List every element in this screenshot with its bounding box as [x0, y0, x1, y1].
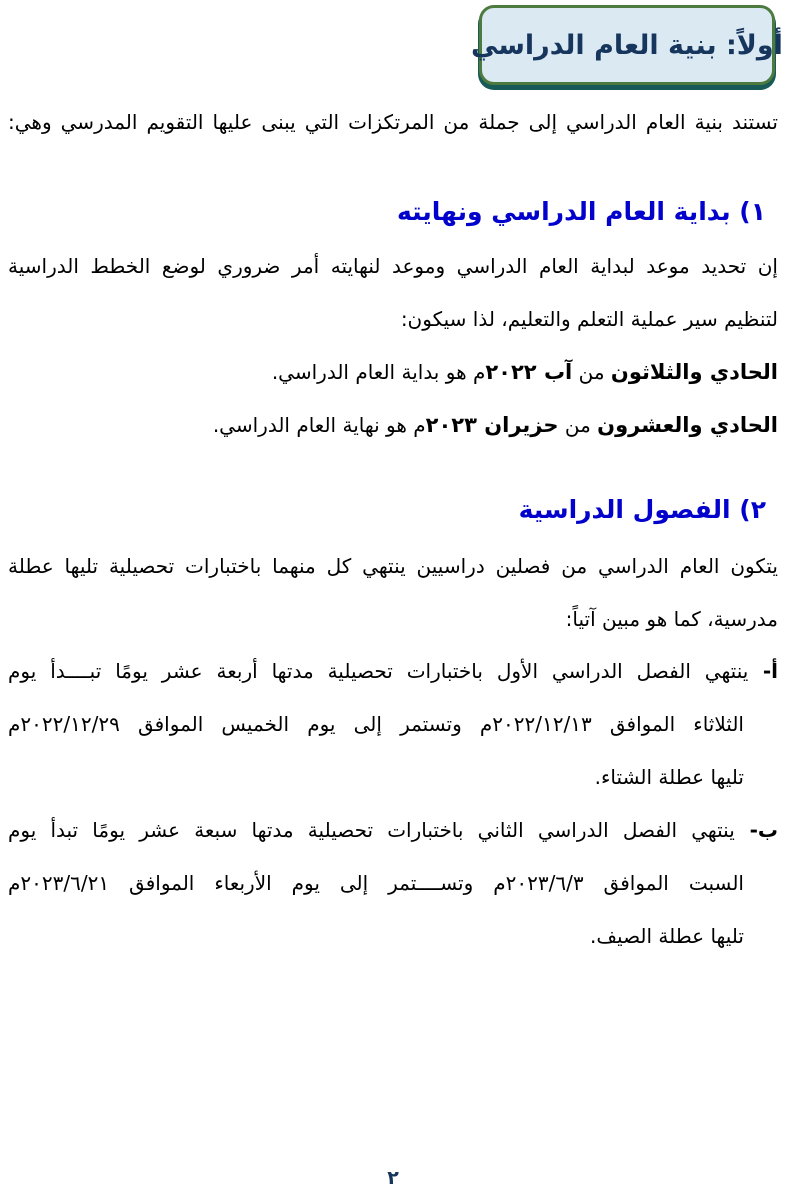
item-a-marker: أ- — [748, 659, 778, 683]
year-start-line — [8, 346, 778, 399]
section1-heading: ١) بداية العام الدراسي ونهايته — [396, 197, 766, 226]
year-end-rest: م هو نهاية العام الدراسي. — [212, 413, 426, 437]
year-start-ordinal: الحادي والثلاثون — [610, 360, 778, 384]
item-b-line1 — [8, 804, 778, 857]
item-b-text1: ينتهي الفصل الدراسي الثاني باختبارات تحصيلية مدتها سبعة عشر يومًا تبدأ يوم — [8, 818, 735, 842]
year-end-ordinal: الحادي والعشرون — [597, 413, 778, 437]
year-dates-block — [8, 346, 778, 452]
section2-paragraph — [8, 540, 778, 646]
item-a-line1 — [8, 645, 778, 698]
year-start-rest: م هو بداية العام الدراسي. — [271, 360, 486, 384]
section1-paragraph-line2: لتنظيم سير عملية التعلم والتعليم، لذا سيكون: — [400, 307, 778, 331]
section2-heading: ٢) الفصول الدراسية — [518, 495, 766, 524]
item-a-line2: الثلاثاء الموافق ٢٠٢٢/١٢/١٣م وتستمر إلى يوم الخميس الموافق ٢٠٢٢/١٢/٢٩م — [8, 712, 744, 736]
page-title: أولاً: بنية العام الدراسي — [471, 29, 783, 61]
item-b-line2: السبت الموافق ٢٠٢٣/٦/٣م وتســــتمر إلى يوم الأربعاء الموافق ٢٠٢٣/٦/٢١م — [8, 871, 744, 895]
year-start-sep: من — [572, 360, 611, 384]
section1-paragraph — [8, 240, 778, 346]
section1-paragraph-line1: إن تحديد موعد لبداية العام الدراسي وموعد لنهايته أمر ضروري لوضع الخطط الدراسية — [8, 254, 778, 278]
page-number: ٢ — [387, 1167, 399, 1189]
item-b-line3: تليها عطلة الصيف. — [589, 924, 744, 948]
item-a-line3: تليها عطلة الشتاء. — [594, 765, 744, 789]
section2-paragraph-line2: مدرسية، كما هو مبين آتياً: — [565, 607, 778, 631]
item-b-marker: ب- — [734, 818, 778, 842]
year-end-sep: من — [558, 413, 598, 437]
item-a-text1: ينتهي الفصل الدراسي الأول باختبارات تحصيلية مدتها أربعة عشر يومًا تبــــدأ يوم — [8, 659, 749, 683]
section2-paragraph-line1: يتكون العام الدراسي من فصلين دراسيين ينتهي كل منهما باختبارات تحصيلية تليها عطلة — [8, 554, 778, 578]
intro-paragraph — [8, 96, 778, 149]
year-end-month: حزيران ٢٠٢٣ — [425, 413, 559, 437]
intro-line: تستند بنية العام الدراسي إلى جملة من المرتكزات التي يبنى عليها التقويم المدرسي وهي: — [8, 110, 778, 134]
title-box — [471, 5, 783, 85]
year-end-line — [8, 399, 778, 452]
item-a — [8, 645, 778, 804]
year-start-month: آب ٢٠٢٢ — [485, 360, 573, 384]
item-b — [8, 804, 778, 963]
